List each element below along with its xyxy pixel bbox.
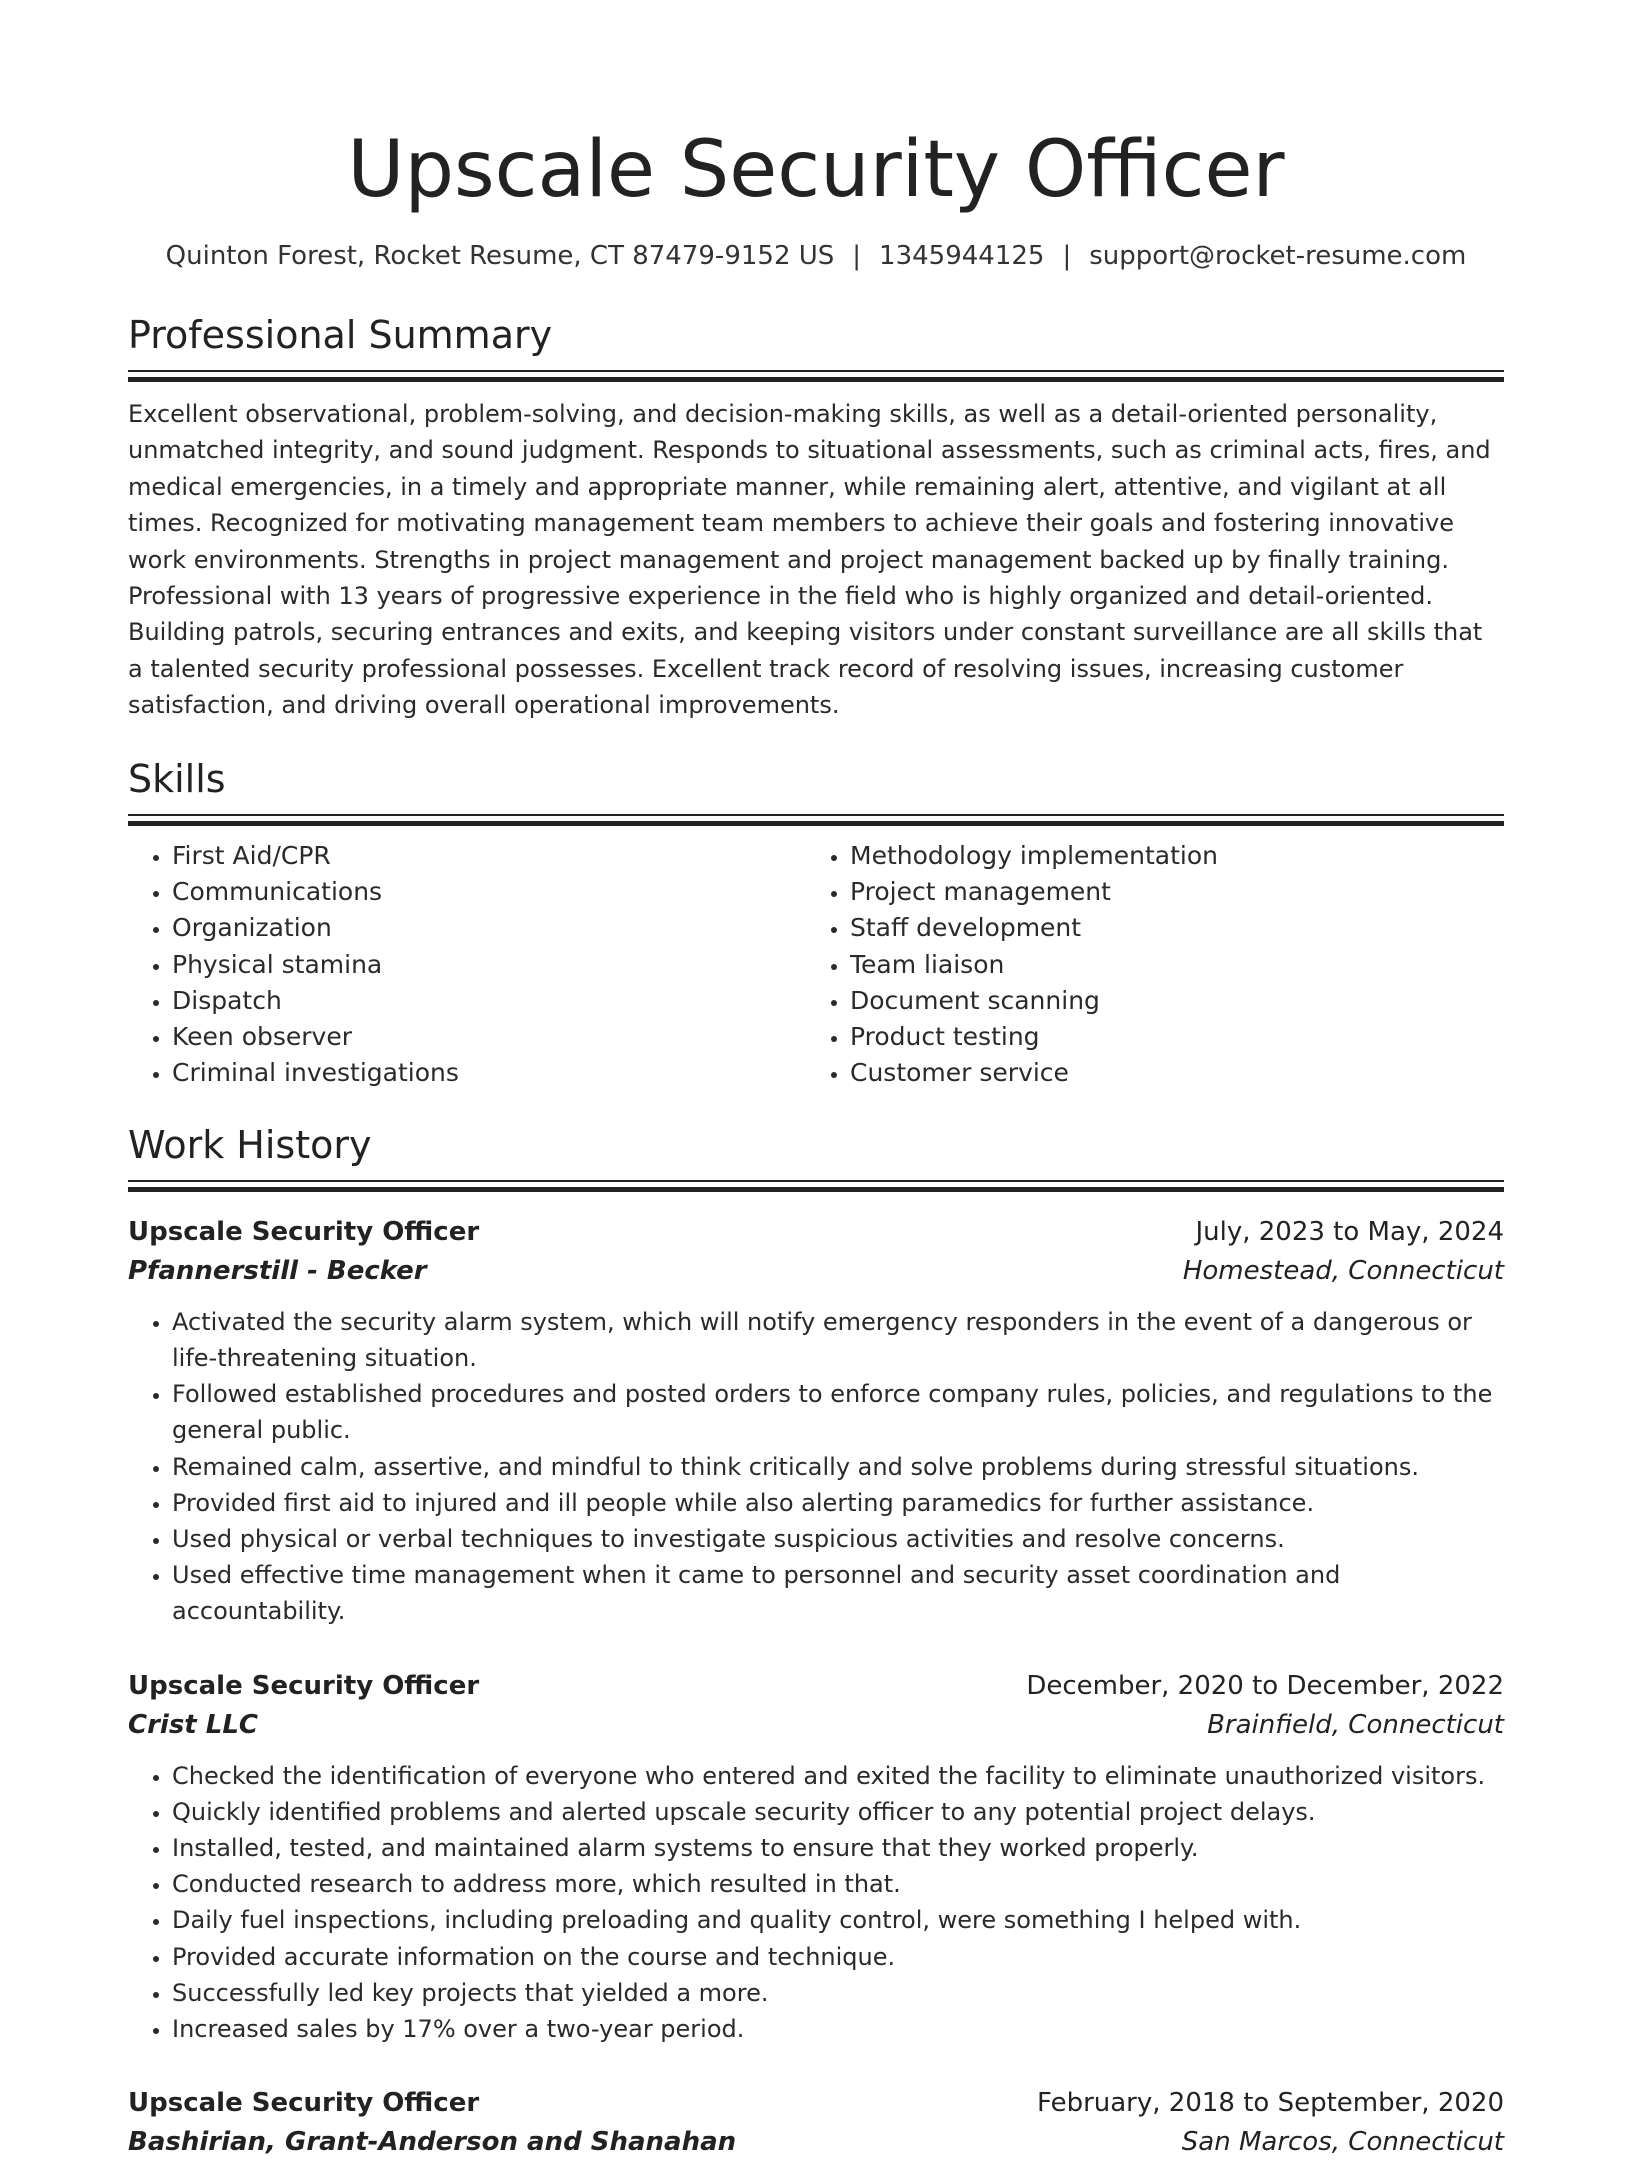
skill-item: • Product testing <box>850 1019 1484 1055</box>
skill-item: • Communications <box>172 874 806 910</box>
job-header <box>128 1212 1504 1252</box>
skill-item: • Dispatch <box>172 983 806 1019</box>
job-title: Upscale Security Officer <box>128 1216 480 1247</box>
skills-list-right <box>806 838 1484 1092</box>
skills-list-left <box>128 838 806 1092</box>
job-subheader <box>128 2123 1504 2161</box>
skill-item: • Customer service <box>850 1055 1484 1091</box>
job-bullet: • Installed, tested, and maintained alarm systems to ensure that they worked properly. <box>172 1830 1504 1866</box>
job-bullet: • Provided accurate information on the course and technique. <box>172 1939 1504 1975</box>
job-bullet: • Increased sales by 17% over a two-year period. <box>172 2011 1504 2047</box>
summary-text: Excellent observational, problem-solving, and decision-making skills, as well as a detail-oriented personality, unmatched integrity, and sound judgment. Responds to situational assessments, such as criminal acts, fires, and medical emergencies, in a timely and appropriate manner, while remaining alert, attentive, and vigilant at all times. Recognized for motivating management team members to achieve their goals and fostering innovative work environments. Strengths in project management and project management backed up by finally training. Professional with 13 years of progressive experience in the field who is highly organized and detail-oriented. Building patrols, securing entrances and exits, and keeping visitors under constant surveillance are all skills that a talented security professional possesses. Excellent track record of resolving issues, increasing customer satisfaction, and driving overall operational improvements. <box>128 400 1491 720</box>
job-bullet: • Quickly identified problems and alerted upscale security officer to any potential project delays. <box>172 1794 1504 1830</box>
skills-heading: Skills <box>128 756 226 801</box>
job-subheader <box>128 1252 1504 1290</box>
job-bullet: • Activated the security alarm system, which will notify emergency responders in the event of a dangerous or life-threatening situation. <box>172 1304 1504 1376</box>
skill-item: • Staff development <box>850 910 1484 946</box>
job-title: Upscale Security Officer <box>128 1670 480 1701</box>
job-bullet: • Provided first aid to injured and ill people while also alerting paramedics for further assistance. <box>172 1485 1504 1521</box>
job-bullets <box>128 1758 1504 2048</box>
job-location: San Marcos, Connecticut <box>1181 2127 1504 2158</box>
skill-item: • Organization <box>172 910 806 946</box>
job-subheader <box>128 1706 1504 1744</box>
skill-item: • Document scanning <box>850 983 1484 1019</box>
skills-section <box>128 754 1504 1092</box>
job-location: Brainfield, Connecticut <box>1207 1709 1504 1740</box>
job-bullet: • Successfully led key projects that yielded a more. <box>172 1975 1504 2011</box>
job-dates: February, 2018 to September, 2020 <box>1037 2088 1504 2119</box>
work-history-section <box>128 1120 1504 2161</box>
job-dates: December, 2020 to December, 2022 <box>1026 1670 1504 1701</box>
skill-item: • Keen observer <box>172 1019 806 1055</box>
job-bullet: • Used physical or verbal techniques to investigate suspicious activities and resolve concerns. <box>172 1521 1504 1557</box>
resume-name: Upscale Security Officer <box>347 125 1285 215</box>
job-bullet: • Followed established procedures and posted orders to enforce company rules, policies, and regulations to the general public. <box>172 1376 1504 1448</box>
section-rule <box>128 814 1504 826</box>
job-bullet: • Daily fuel inspections, including preloading and quality control, were something I helped with. <box>172 1902 1504 1938</box>
job-entry <box>128 1212 1504 1630</box>
section-rule <box>128 370 1504 382</box>
job-bullet: • Checked the identification of everyone who entered and exited the facility to eliminate unauthorized visitors. <box>172 1758 1504 1794</box>
contact-line <box>128 238 1504 274</box>
job-entry <box>128 2083 1504 2161</box>
job-location: Homestead, Connecticut <box>1182 1255 1504 1286</box>
summary-heading: Professional Summary <box>128 313 553 357</box>
job-company: Bashirian, Grant-Anderson and Shanahan <box>128 2127 737 2158</box>
skill-item: • Methodology implementation <box>850 838 1484 874</box>
job-bullets <box>128 1304 1504 1630</box>
job-bullet: • Conducted research to address more, which resulted in that. <box>172 1866 1504 1902</box>
contact-email: support@rocket-resume.com <box>1089 241 1467 271</box>
job-entry <box>128 1666 1504 2048</box>
work-history-heading: Work History <box>128 1122 372 1167</box>
job-company: Crist LLC <box>128 1709 258 1740</box>
section-rule <box>128 1180 1504 1192</box>
summary-section <box>128 310 1504 724</box>
skill-item: • First Aid/CPR <box>172 838 806 874</box>
skills-columns <box>128 838 1504 1092</box>
job-header <box>128 1666 1504 1706</box>
resume-page <box>128 0 1504 2161</box>
job-company: Pfannerstill - Becker <box>128 1255 427 1286</box>
job-title: Upscale Security Officer <box>128 2088 480 2119</box>
contact-address: Quinton Forest, Rocket Resume, CT 87479-9152 US <box>165 241 835 271</box>
skill-item: • Team liaison <box>850 947 1484 983</box>
skill-item: • Criminal investigations <box>172 1055 806 1091</box>
job-bullet: • Remained calm, assertive, and mindful to think critically and solve problems during stressful situations. <box>172 1449 1504 1485</box>
skill-item: • Project management <box>850 874 1484 910</box>
contact-separator: | <box>852 241 862 271</box>
skill-item: • Physical stamina <box>172 947 806 983</box>
contact-phone: 1345944125 <box>879 241 1045 271</box>
job-header <box>128 2083 1504 2123</box>
job-bullet: • Used effective time management when it came to personnel and security asset coordination and accountability. <box>172 1557 1504 1629</box>
contact-separator: | <box>1062 241 1072 271</box>
job-dates: July, 2023 to May, 2024 <box>1195 1216 1504 1247</box>
